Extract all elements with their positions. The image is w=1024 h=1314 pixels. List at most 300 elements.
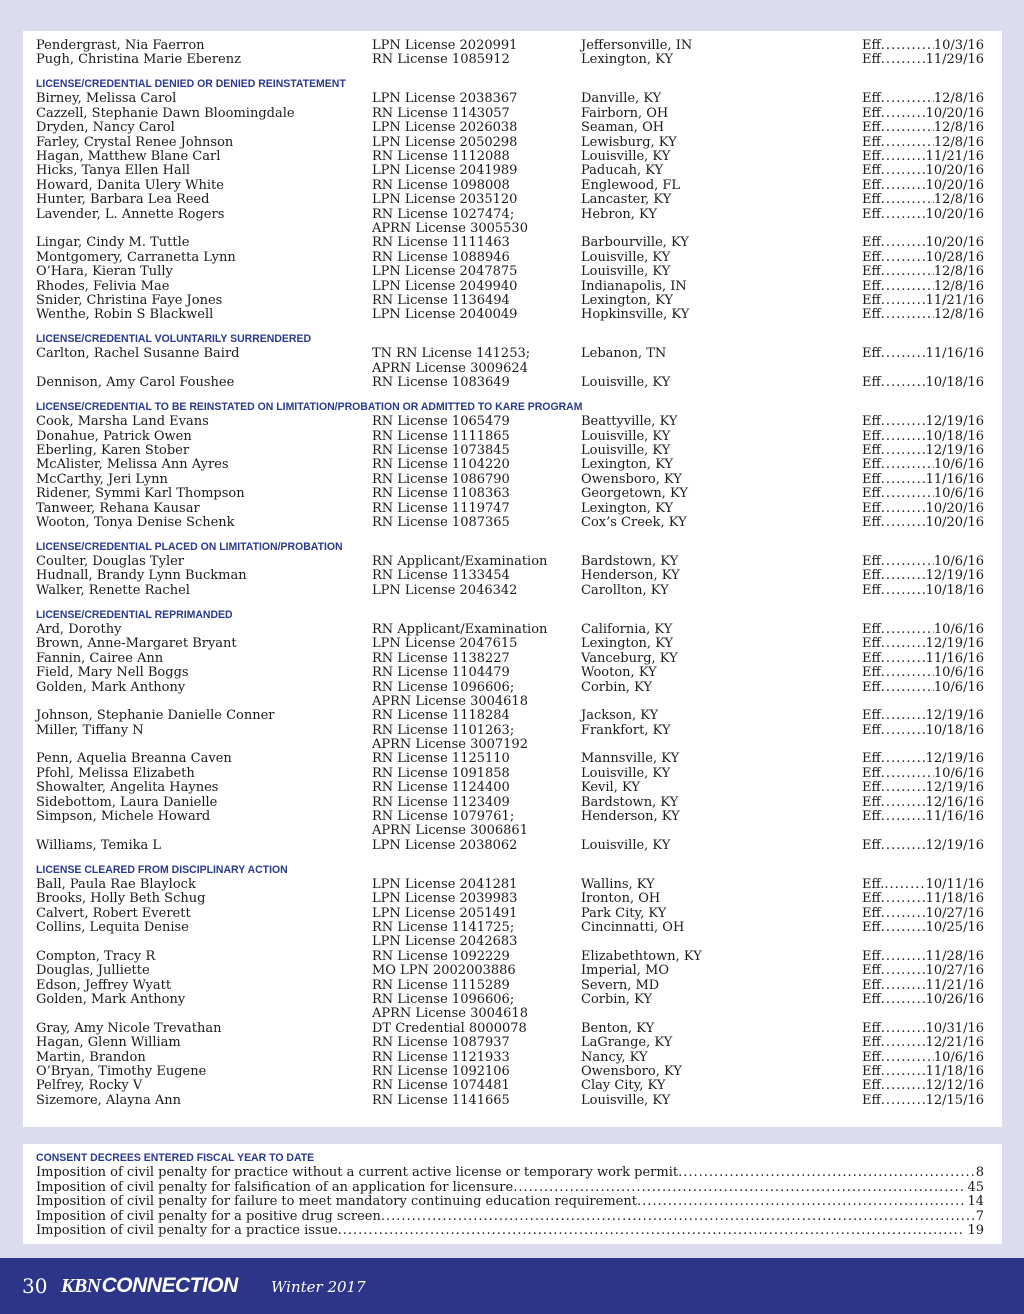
licensee-location: Seaman, OH	[581, 120, 665, 136]
license-row	[36, 121, 984, 135]
license-row	[36, 950, 984, 964]
page-number: 30	[22, 1274, 48, 1298]
license-number: RN License 1141725;	[372, 920, 515, 936]
dot-leader	[881, 623, 934, 637]
licensee-location: Lexington, KY	[581, 52, 674, 68]
effective-label: Eff	[862, 120, 881, 136]
licensee-name: Eberling, Karen Stober	[36, 443, 190, 459]
license-number: RN License 1108363	[372, 486, 510, 502]
effective-date	[862, 681, 984, 695]
dot-leader	[881, 265, 934, 279]
section	[36, 863, 984, 1108]
effective-label: Eff.	[862, 876, 885, 892]
effective-label: Eff	[862, 582, 881, 598]
effective-label: Eff	[862, 636, 881, 652]
licensee-name: Collins, Lequita Denise	[36, 920, 189, 936]
license-row	[36, 458, 984, 472]
effective-date-value: 12/8/16	[933, 134, 984, 150]
effective-date-value: 10/6/16	[933, 665, 984, 681]
effective-date	[862, 444, 984, 458]
brand-kbn: KBN	[61, 1274, 101, 1297]
license-number: RN License 1143057	[372, 105, 510, 121]
dot-leader	[881, 1079, 926, 1093]
dot-leader	[884, 878, 925, 892]
license-number: RN License 1118284	[372, 708, 510, 724]
licensee-name: Birney, Melissa Carol	[36, 91, 177, 107]
effective-date-value: 10/6/16	[933, 679, 984, 695]
effective-date	[862, 347, 984, 361]
licensee-name: Miller, Tiffany N	[36, 722, 144, 738]
licensee-name: Donahue, Patrick Owen	[36, 428, 192, 444]
license-number: RN License 1136494	[372, 292, 510, 308]
dot-leader	[881, 208, 926, 222]
effective-date-value: 12/19/16	[925, 414, 984, 430]
effective-date-value: 11/16/16	[925, 809, 984, 825]
license-row	[36, 738, 984, 752]
license-number: RN License 1111865	[372, 428, 510, 444]
license-number: RN License 1092106	[372, 1063, 510, 1079]
license-row	[36, 584, 984, 598]
license-number: TN RN License 141253;	[372, 346, 531, 362]
dot-leader	[881, 136, 934, 150]
effective-label: Eff	[862, 765, 881, 781]
effective-date	[862, 487, 984, 501]
license-number: RN License 1101263;	[372, 722, 515, 738]
dot-leader	[881, 251, 926, 265]
effective-label: Eff	[862, 794, 881, 810]
disciplinary-actions-panel	[23, 31, 1002, 1127]
effective-label: Eff	[862, 621, 881, 637]
licensee-name: Pfohl, Melissa Elizabeth	[36, 765, 195, 781]
effective-label: Eff	[862, 948, 881, 964]
licensee-location: California, KY	[581, 621, 673, 637]
licensee-location: Clay City, KY	[581, 1078, 666, 1094]
effective-label: Eff	[862, 920, 881, 936]
license-row	[36, 781, 984, 795]
consent-decree-item	[36, 1166, 984, 1181]
license-row	[36, 1079, 984, 1093]
license-number: RN License 1104479	[372, 665, 510, 681]
licensee-name: Snider, Christina Faye Jones	[36, 292, 223, 308]
licensee-location: Jackson, KY	[581, 708, 659, 724]
license-row	[36, 1051, 984, 1065]
effective-label: Eff	[862, 722, 881, 738]
consent-decree-item	[36, 1224, 984, 1239]
effective-date-value: 12/19/16	[925, 780, 984, 796]
dot-leader	[678, 1166, 974, 1181]
effective-date	[862, 666, 984, 680]
effective-date	[862, 473, 984, 487]
licensee-location: Cincinnatti, OH	[581, 920, 685, 936]
licensee-location: LaGrange, KY	[581, 1035, 673, 1051]
licensee-name: McAlister, Melissa Ann Ayres	[36, 457, 229, 473]
consent-decree-item	[36, 1210, 984, 1225]
effective-label: Eff	[862, 905, 881, 921]
licensee-location: Corbin, KY	[581, 992, 653, 1007]
licensee-name: Sidebottom, Laura Danielle	[36, 794, 218, 810]
licensee-location: Frankfort, KY	[581, 722, 671, 738]
licensee-location: Kevil, KY	[581, 780, 640, 796]
effective-label: Eff	[862, 278, 881, 294]
effective-date	[862, 179, 984, 193]
effective-date-value: 12/19/16	[925, 708, 984, 724]
effective-date-value: 10/6/16	[933, 554, 984, 570]
effective-label: Eff	[862, 428, 881, 444]
licensee-location: Lexington, KY	[581, 636, 674, 652]
effective-date	[862, 294, 984, 308]
consent-decrees-heading: CONSENT DECREES ENTERED FISCAL YEAR TO DATE	[36, 1152, 315, 1164]
licensee-name: Cook, Marsha Land Evans	[36, 414, 209, 430]
effective-date	[862, 121, 984, 135]
license-row	[36, 623, 984, 637]
effective-date	[862, 92, 984, 106]
license-row	[36, 767, 984, 781]
license-row	[36, 208, 984, 222]
effective-label: Eff	[862, 149, 881, 165]
consent-decree-count: 19	[967, 1223, 984, 1238]
license-row	[36, 892, 984, 906]
license-number: RN License 1125110	[372, 751, 510, 767]
effective-date-value: 11/21/16	[925, 977, 984, 993]
licensee-location: Corbin, KY	[581, 679, 653, 695]
license-number: LPN License 2049940	[372, 278, 518, 294]
license-number: APRN License 3005530	[372, 220, 528, 236]
effective-date	[862, 839, 984, 853]
effective-label: Eff	[862, 414, 881, 430]
licensee-name: Pendergrast, Nia Faerron	[36, 38, 205, 53]
section	[36, 540, 984, 598]
dot-leader	[881, 1051, 934, 1065]
effective-date-value: 12/12/16	[925, 1078, 984, 1094]
effective-date-value: 10/20/16	[925, 163, 984, 179]
licensee-location: Imperial, MO	[581, 963, 669, 979]
effective-date	[862, 193, 984, 207]
effective-date	[862, 993, 984, 1007]
dot-leader	[881, 294, 926, 308]
effective-label: Eff	[862, 679, 881, 695]
licensee-name: Hagan, Matthew Blane Carl	[36, 149, 221, 165]
dot-leader	[881, 458, 934, 472]
effective-date-value: 12/19/16	[925, 568, 984, 584]
licensee-location: Henderson, KY	[581, 568, 680, 584]
section-heading: LICENSE/CREDENTIAL VOLUNTARILY SURRENDERED	[36, 333, 312, 346]
license-row	[36, 294, 984, 308]
effective-date	[862, 892, 984, 906]
dot-leader	[881, 179, 926, 193]
license-row	[36, 1022, 984, 1036]
effective-date	[862, 964, 984, 978]
effective-label: Eff	[862, 264, 881, 280]
license-row	[36, 222, 984, 236]
effective-date	[862, 584, 984, 598]
section-heading: LICENSE CLEARED FROM DISCIPLINARY ACTION	[36, 863, 288, 876]
dot-leader	[881, 193, 934, 207]
dot-leader	[881, 444, 926, 458]
section-heading: LICENSE/CREDENTIAL REPRIMANDED	[36, 608, 233, 621]
effective-date	[862, 308, 984, 322]
licensee-location: Louisville, KY	[581, 149, 671, 165]
licensee-name: Wooton, Tonya Denise Schenk	[36, 515, 235, 530]
licensee-location: Indianapolis, IN	[581, 278, 687, 294]
license-number: RN License 1104220	[372, 457, 510, 473]
license-number: RN License 1098008	[372, 177, 510, 193]
licensee-location: Lexington, KY	[581, 292, 674, 308]
effective-date-value: 10/20/16	[925, 515, 984, 530]
dot-leader	[881, 53, 926, 67]
licensee-name: Dennison, Amy Carol Foushee	[36, 375, 235, 391]
licensee-name: Hagan, Glenn William	[36, 1035, 181, 1051]
effective-date-value: 11/28/16	[925, 948, 984, 964]
brand-connection: CONNECTION	[101, 1274, 238, 1297]
page-footer	[0, 1258, 1024, 1314]
license-row	[36, 251, 984, 265]
license-row	[36, 193, 984, 207]
license-row	[36, 164, 984, 178]
licensee-location: Owensboro, KY	[581, 1063, 682, 1079]
dot-leader	[881, 430, 926, 444]
license-row	[36, 1065, 984, 1079]
license-row	[36, 308, 984, 322]
effective-date-value: 12/21/16	[925, 1035, 984, 1051]
effective-date-value: 11/18/16	[925, 891, 984, 907]
license-row	[36, 362, 984, 376]
effective-date-value: 12/8/16	[933, 264, 984, 280]
effective-label: Eff	[862, 1063, 881, 1079]
effective-date	[862, 107, 984, 121]
effective-date	[862, 810, 984, 824]
effective-label: Eff	[862, 780, 881, 796]
effective-label: Eff	[862, 163, 881, 179]
effective-label: Eff	[862, 708, 881, 724]
effective-date-value: 12/19/16	[925, 751, 984, 767]
license-row	[36, 824, 984, 838]
license-number: RN License 1027474;	[372, 206, 515, 222]
license-number: LPN License 2041989	[372, 163, 518, 179]
consent-decree-text: Imposition of civil penalty for a practice issue	[36, 1223, 338, 1238]
effective-date-value: 11/18/16	[925, 1063, 984, 1079]
dot-leader	[881, 92, 934, 106]
license-number: LPN License 2047615	[372, 636, 518, 652]
dot-leader	[881, 681, 934, 695]
effective-date	[862, 569, 984, 583]
licensee-name: O’Bryan, Timothy Eugene	[36, 1063, 207, 1079]
licensee-location: Vanceburg, KY	[581, 650, 678, 666]
dot-leader	[381, 1210, 974, 1225]
effective-label: Eff	[862, 1078, 881, 1094]
licensee-name: Cazzell, Stephanie Dawn Bloomingdale	[36, 105, 295, 121]
dot-leader	[881, 516, 926, 530]
effective-label: Eff	[862, 192, 881, 208]
license-row	[36, 752, 984, 766]
dot-leader	[881, 376, 926, 390]
licensee-name: Ball, Paula Rae Blaylock	[36, 876, 196, 892]
license-row	[36, 652, 984, 666]
license-row	[36, 724, 984, 738]
effective-label: Eff	[862, 500, 881, 516]
effective-label: Eff	[862, 515, 881, 530]
consent-decree-text: Imposition of civil penalty for a positive drug screen	[36, 1208, 381, 1224]
licensee-location: Lebanon, TN	[581, 346, 667, 362]
licensee-name: Golden, Mark Anthony	[36, 679, 186, 695]
license-number: APRN License 3007192	[372, 737, 528, 753]
dot-leader	[881, 950, 926, 964]
effective-date	[862, 415, 984, 429]
effective-date	[862, 136, 984, 150]
consent-decree-text: Imposition of civil penalty for failure to meet mandatory continuing education requirement	[36, 1194, 637, 1209]
license-number: RN License 1086790	[372, 471, 510, 487]
license-number: LPN License 2041281	[372, 876, 518, 892]
licensee-location: Beattyville, KY	[581, 414, 678, 430]
dot-leader	[881, 487, 934, 501]
licensee-location: Henderson, KY	[581, 809, 680, 825]
license-number: RN Applicant/Examination	[372, 621, 548, 637]
effective-label: Eff	[862, 650, 881, 666]
effective-label: Eff	[862, 977, 881, 993]
effective-date	[862, 724, 984, 738]
license-number: LPN License 2038062	[372, 837, 518, 853]
licensee-name: Lavender, L. Annette Rogers	[36, 206, 225, 222]
dot-leader	[881, 164, 926, 178]
dot-leader	[881, 781, 926, 795]
licensee-location: Benton, KY	[581, 1020, 655, 1036]
licensee-name: Fannin, Cairee Ann	[36, 650, 164, 666]
consent-decree-item	[36, 1181, 984, 1196]
licensee-location: Bardstown, KY	[581, 554, 679, 570]
effective-label: Eff	[862, 375, 881, 391]
dot-leader	[881, 502, 926, 516]
licensee-location: Carollton, KY	[581, 582, 669, 598]
licensee-name: Simpson, Michele Howard	[36, 809, 211, 825]
effective-date	[862, 921, 984, 935]
effective-date-value: 12/8/16	[933, 192, 984, 208]
dot-leader	[338, 1224, 966, 1239]
effective-date	[862, 767, 984, 781]
licensee-location: Danville, KY	[581, 91, 662, 107]
effective-label: Eff	[862, 809, 881, 825]
effective-date-value: 10/6/16	[933, 486, 984, 502]
effective-date-value: 11/29/16	[925, 52, 984, 68]
effective-date-value: 12/8/16	[933, 91, 984, 107]
licensee-name: Pugh, Christina Marie Eberenz	[36, 52, 241, 68]
effective-date-value: 11/16/16	[925, 346, 984, 362]
effective-date-value: 10/27/16	[925, 905, 984, 921]
effective-date-value: 10/20/16	[925, 177, 984, 193]
dot-leader	[881, 752, 926, 766]
licensee-location: Louisville, KY	[581, 428, 671, 444]
license-number: RN License 1133454	[372, 568, 510, 584]
license-row	[36, 92, 984, 106]
licensee-name: Dryden, Nancy Carol	[36, 120, 175, 136]
effective-date	[862, 752, 984, 766]
effective-date-value: 11/21/16	[925, 292, 984, 308]
effective-label: Eff	[862, 134, 881, 150]
consent-decree-count: 8	[975, 1165, 984, 1180]
licensee-name: Hunter, Barbara Lea Reed	[36, 192, 210, 208]
consent-decree-text: Imposition of civil penalty for falsification of an application for licensure	[36, 1179, 514, 1195]
license-number: APRN License 3009624	[372, 360, 528, 376]
licensee-name: Wenthe, Robin S Blackwell	[36, 307, 214, 323]
dot-leader	[881, 767, 934, 781]
license-number: APRN License 3004618	[372, 693, 528, 709]
license-number: RN License 1087365	[372, 515, 510, 530]
dot-leader	[881, 347, 926, 361]
section	[36, 608, 984, 853]
effective-date	[862, 555, 984, 569]
effective-label: Eff	[862, 457, 881, 473]
effective-date-value: 12/8/16	[933, 120, 984, 136]
license-row	[36, 1094, 984, 1108]
license-number: RN License 1096606;	[372, 679, 515, 695]
licensee-name: Ard, Dorothy	[36, 621, 122, 637]
dot-leader	[881, 810, 926, 824]
effective-date-value: 10/6/16	[933, 621, 984, 637]
license-number: RN License 1115289	[372, 977, 510, 993]
license-number: RN License 1092229	[372, 948, 510, 964]
license-number: LPN License 2046342	[372, 582, 518, 598]
licensee-name: Douglas, Julliette	[36, 963, 150, 979]
effective-date	[862, 516, 984, 530]
license-row	[36, 878, 984, 892]
effective-label: Eff	[862, 891, 881, 907]
effective-date-value: 10/6/16	[933, 765, 984, 781]
license-number: LPN License 2026038	[372, 120, 518, 136]
licensee-location: Louisville, KY	[581, 1092, 671, 1108]
license-row	[36, 839, 984, 853]
license-row	[36, 921, 984, 935]
effective-date	[862, 979, 984, 993]
licensee-location: Louisville, KY	[581, 443, 671, 459]
dot-leader	[881, 39, 934, 53]
licensee-location: Lewisburg, KY	[581, 134, 677, 150]
license-number: RN License 1119747	[372, 500, 510, 516]
license-row	[36, 935, 984, 949]
licensee-location: Louisville, KY	[581, 249, 671, 265]
dot-leader	[881, 584, 926, 598]
effective-label: Eff	[862, 554, 881, 570]
license-row	[36, 415, 984, 429]
effective-label: Eff	[862, 249, 881, 265]
license-number: RN License 1112088	[372, 149, 510, 165]
license-row	[36, 637, 984, 651]
licensee-name: Brown, Anne-Margaret Bryant	[36, 636, 237, 652]
licensee-location: Georgetown, KY	[581, 486, 688, 502]
license-row	[36, 265, 984, 279]
licensee-location: Lexington, KY	[581, 457, 674, 473]
licensee-location: Nancy, KY	[581, 1049, 648, 1065]
license-row	[36, 666, 984, 680]
license-number: LPN License 2042683	[372, 934, 518, 950]
consent-decrees-list	[36, 1166, 984, 1239]
licensee-location: Lancaster, KY	[581, 192, 672, 208]
dot-leader	[881, 724, 926, 738]
dot-leader	[881, 1094, 926, 1108]
dot-leader	[881, 709, 926, 723]
license-number: LPN License 2050298	[372, 134, 518, 150]
dot-leader	[881, 839, 926, 853]
license-row	[36, 979, 984, 993]
effective-date	[862, 709, 984, 723]
license-number: LPN License 2020991	[372, 38, 518, 53]
sections-container	[36, 39, 984, 1108]
licensee-name: Johnson, Stephanie Danielle Conner	[36, 708, 275, 724]
effective-label: Eff	[862, 206, 881, 222]
effective-date	[862, 1036, 984, 1050]
license-row	[36, 695, 984, 709]
dot-leader	[881, 637, 926, 651]
dot-leader	[881, 921, 926, 935]
license-row	[36, 430, 984, 444]
licensee-name: Martin, Brandon	[36, 1049, 146, 1065]
